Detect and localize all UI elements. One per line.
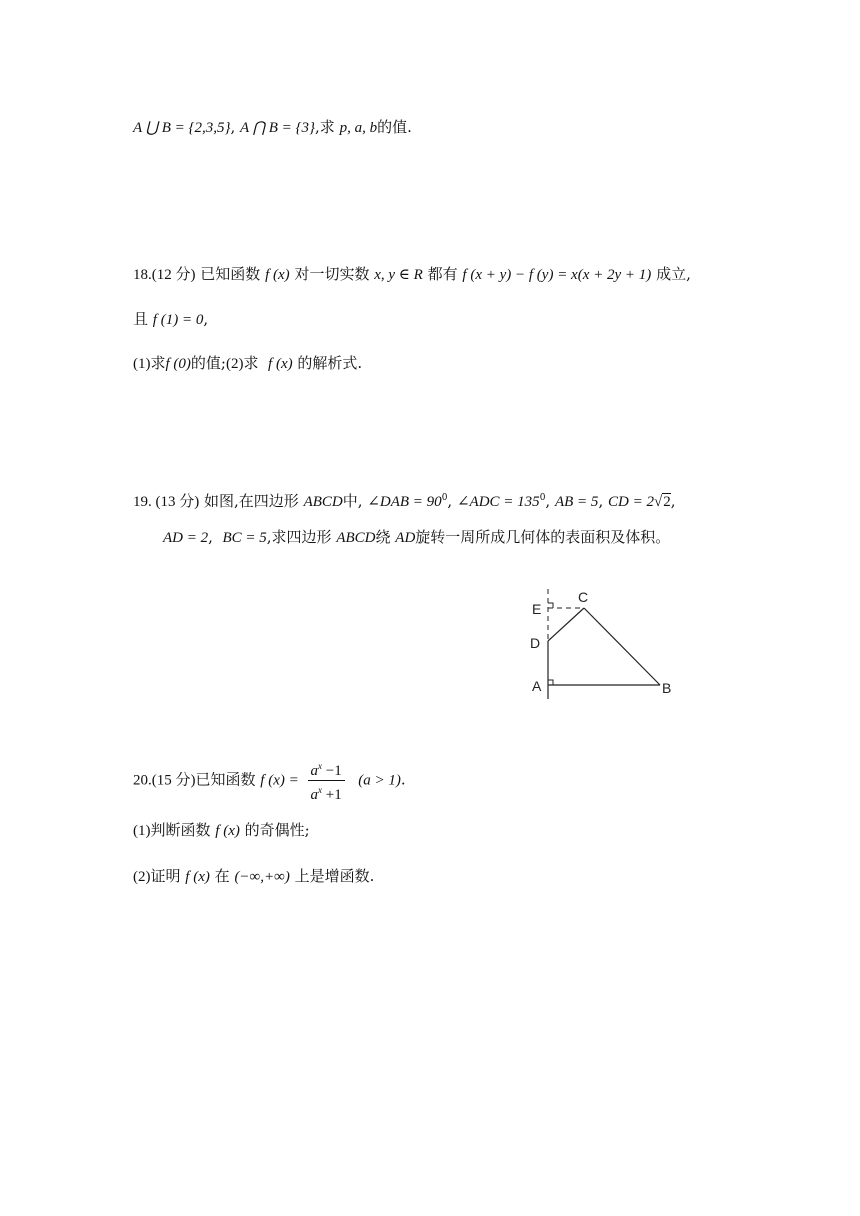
q20-line-3: (2)证明 f (x) 在 (−∞,+∞) 上是增函数. (133, 867, 375, 885)
question-number: 18.(12 分) (133, 267, 196, 283)
variables: p, a, b (339, 120, 378, 136)
functional-equation: f (x + y) − f (y) = x(x + 2y + 1) (462, 267, 652, 283)
right-angle-E (548, 603, 553, 608)
union-expression: A ⋃ B = {2,3,5} (133, 120, 231, 136)
label-D: D (530, 635, 541, 651)
q18-line-3: (1)求f (0)的值;(2)求 f (x) 的解析式. (133, 354, 363, 372)
q18-line-2: 且 f (1) = 0, (133, 310, 209, 328)
label-C: C (578, 589, 589, 605)
q19-line-2: AD = 2, BC = 5,求四边形 ABCD绕 AD旋转一周所成几何体的表面积及体积。 (163, 528, 671, 546)
label-A: A (532, 678, 542, 694)
segment-DC (548, 608, 584, 641)
question-number: 19. (13 分) (133, 494, 200, 510)
label-E: E (532, 601, 542, 617)
segment-CB (584, 608, 660, 685)
q20-line-2: (1)判断函数 f (x) 的奇偶性; (133, 821, 310, 839)
q20-line-1: 20.(15 分)已知函数 f (x) = $\frac{a^x -1}{a^x +1}$ (a > 1). (133, 757, 406, 797)
label-B: B (662, 680, 672, 696)
intersection-expression: A ⋂ B = {3} (240, 120, 316, 136)
right-angle-A (548, 680, 553, 685)
question-number: 20.(15 分) (133, 772, 196, 789)
q18-line-1: 18.(12 分) 已知函数 f (x) 对一切实数 x, y ∈ R 都有 f (x + y) − f (y) = x(x + 2y + 1) 成立, (133, 265, 691, 283)
quadrilateral-figure (520, 583, 680, 703)
fraction: $\frac{a^x -1}{a^x +1}$ (308, 757, 345, 804)
q17-condition-line: A ⋃ B = {2,3,5}, A ⋂ B = {3},求 p, a, b的值. (133, 118, 412, 136)
q19-line-1: 19. (13 分) 如图,在四边形 ABCD中, ∠DAB = $90^0$, ∠ADC = $135^0$, AB = 5, CD = 2√2, (133, 492, 676, 510)
